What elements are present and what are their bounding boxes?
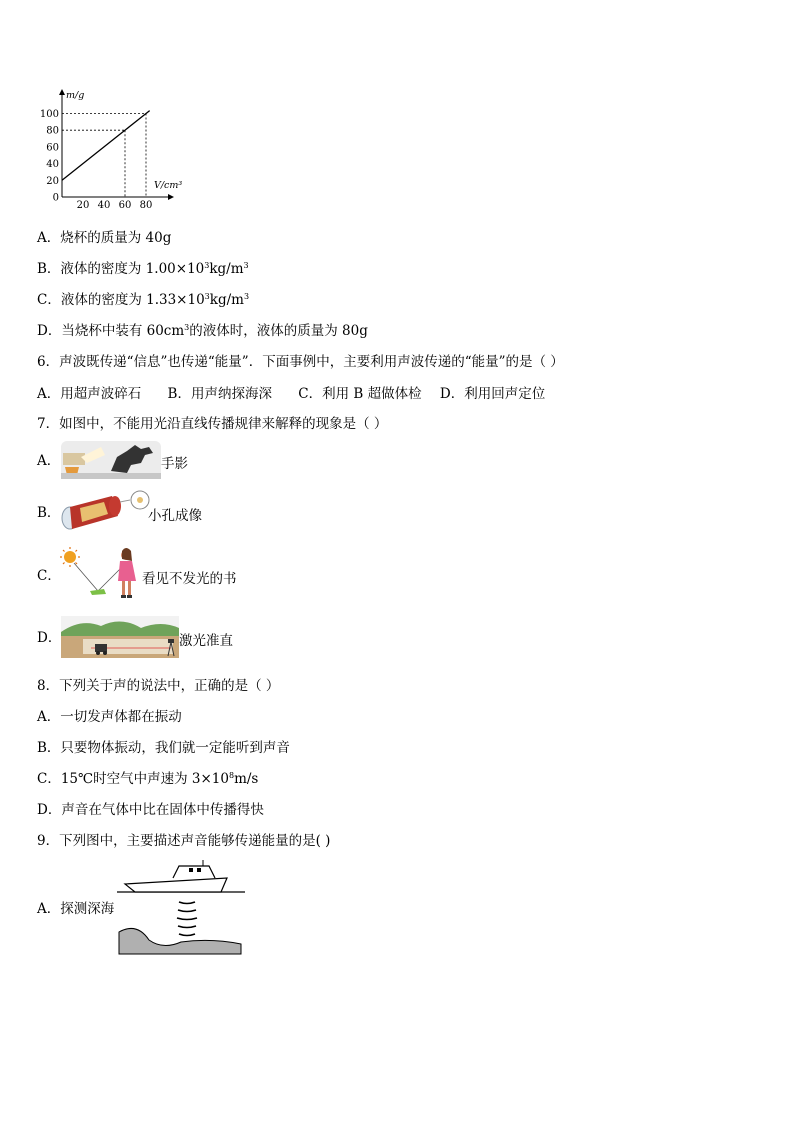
q8-option-a: A．一切发声体都在振动 bbox=[37, 709, 182, 725]
q7-option-d-letter: D． bbox=[37, 630, 62, 646]
q6-option-c: C．利用 B 超做体检 bbox=[298, 386, 422, 402]
y-axis-label: m/g bbox=[66, 90, 85, 101]
q8-stem: 8．下列关于声的说法中，正确的是（ ） bbox=[37, 678, 280, 694]
mass-volume-graph bbox=[35, 86, 185, 210]
y-tick-40: 40 bbox=[46, 159, 59, 171]
pinhole-camera-image bbox=[60, 490, 152, 532]
q7-option-d-caption: 激光准直 bbox=[179, 633, 233, 649]
y-tick-80: 80 bbox=[46, 125, 59, 137]
y-axis-arrow bbox=[59, 89, 65, 95]
q7-option-c-caption: 看见不发光的书 bbox=[142, 571, 237, 587]
q7-option-a-caption: 手影 bbox=[161, 456, 188, 472]
q5-option-d: D．当烧杯中装有 $60cm^3$的液体时，液体的质量为 80g bbox=[37, 323, 368, 339]
q9-option-a: A．探测深海 bbox=[37, 901, 115, 917]
q7-option-b-letter: B． bbox=[37, 505, 61, 521]
y-tick-60: 60 bbox=[46, 142, 59, 154]
x-tick-40: 40 bbox=[97, 200, 111, 210]
x-axis-label: V/cm³ bbox=[154, 180, 183, 191]
q6-option-b: B．用声纳探海深 bbox=[167, 386, 272, 402]
x-tick-60: 60 bbox=[118, 200, 132, 210]
y-tick-20: 20 bbox=[46, 175, 59, 187]
q8-option-c: C．15℃时空气中声速为 $3\times 10^8m/s$ bbox=[37, 771, 259, 787]
x-tick-80: 80 bbox=[139, 200, 153, 210]
q9-stem: 9．下列图中，主要描述声音能够传递能量的是( ) bbox=[37, 833, 331, 849]
sonar-ship-image bbox=[115, 858, 247, 956]
q6-option-d: D．利用回声定位 bbox=[439, 386, 546, 402]
q7-stem: 7．如图中，不能用光沿直线传播规律来解释的现象是（ ） bbox=[37, 416, 388, 432]
q7-option-a-letter: A． bbox=[37, 453, 61, 469]
y-tick-100: 100 bbox=[39, 109, 59, 120]
x-axis-arrow bbox=[168, 194, 174, 200]
mass-volume-line bbox=[62, 111, 150, 181]
q5-option-a: A．烧杯的质量为 40g bbox=[37, 230, 172, 246]
y-tick-0: 0 bbox=[52, 192, 59, 204]
q7-option-b-caption: 小孔成像 bbox=[148, 508, 202, 524]
hand-shadow-image bbox=[61, 441, 161, 479]
q6-options bbox=[37, 385, 545, 403]
q7-option-c-letter: C． bbox=[37, 568, 61, 584]
laser-alignment-image bbox=[61, 616, 179, 658]
q6-stem: 6．声波既传递“信息”也传递“能量”．下面事例中，主要利用声波传递的“能量”的是（ ） bbox=[37, 354, 564, 370]
x-tick-20: 20 bbox=[76, 200, 90, 210]
q5-option-c: C．液体的密度为 $1.33\times 10^3kg/m^3$ bbox=[37, 292, 250, 308]
q6-option-a: A．用超声波碎石 bbox=[37, 386, 142, 402]
q8-option-b: B．只要物体振动，我们就一定能听到声音 bbox=[37, 740, 290, 756]
see-book-image bbox=[60, 545, 145, 601]
q5-option-b: B．液体的密度为 $1.00\times 10^3kg/m^3$ bbox=[37, 261, 249, 277]
q8-option-d: D．声音在气体中比在固体中传播得快 bbox=[37, 802, 264, 818]
